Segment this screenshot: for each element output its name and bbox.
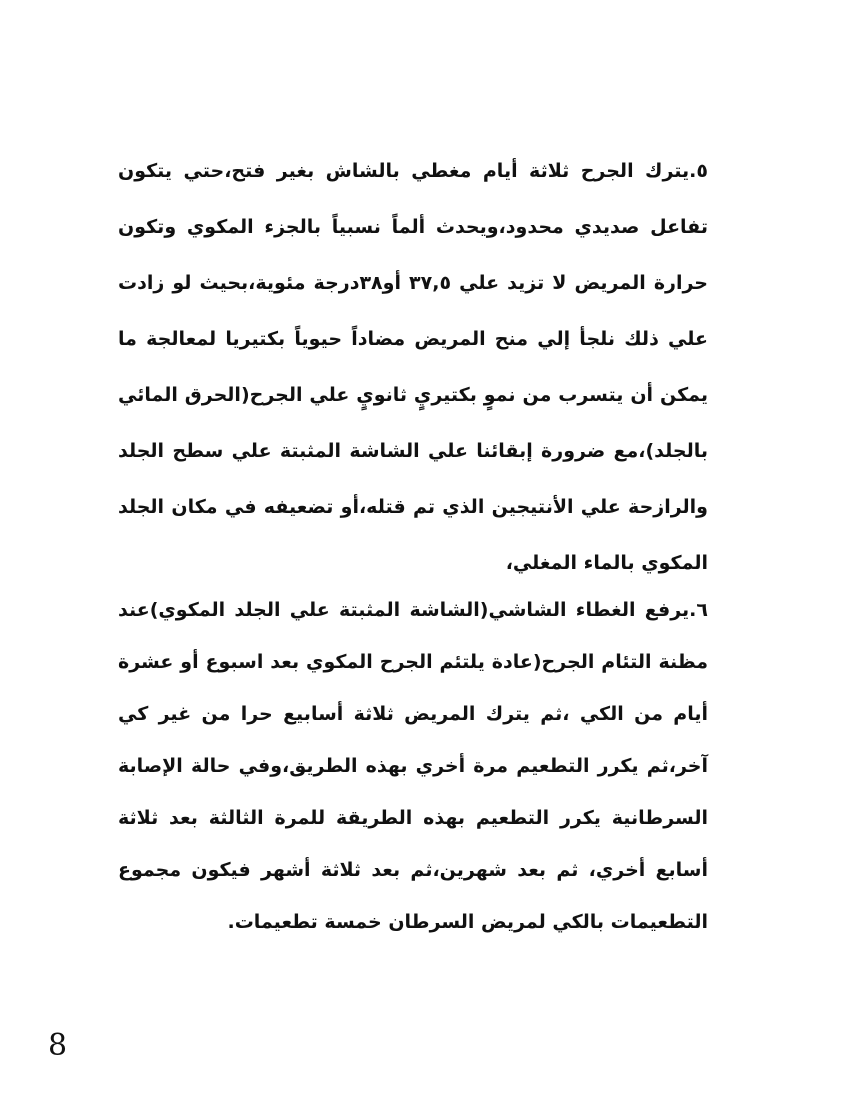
text-line: أسابع أخري، ثم بعد شهرين،ثم بعد ثلاثة أشهر فيكون مجموع bbox=[118, 859, 708, 881]
text-line: السرطانية يكرر التطعيم بهذه الطريقة للمرة الثالثة بعد ثلاثة bbox=[118, 807, 708, 829]
text-line: بالجلد)،مع ضرورة إبقائنا علي الشاشة المثبتة علي سطح الجلد bbox=[118, 440, 708, 462]
text-line: آخر،ثم يكرر التطعيم مرة أخري بهذه الطريق،وفي حالة الإصابة bbox=[118, 755, 708, 777]
paragraph-step-6 bbox=[118, 582, 708, 952]
text-line: أيام من الكي ،ثم يترك المريض ثلاثة أسابيع حرا من غير كي bbox=[118, 703, 708, 725]
text-line: المكوي بالماء المغلي، bbox=[505, 552, 708, 574]
text-line: ٦.يرفع الغطاء الشاشي(الشاشة المثبتة علي الجلد المكوي)عند bbox=[118, 599, 708, 621]
text-line: مظنة التئام الجرح(عادة يلتئم الجرح المكوي بعد اسبوع أو عشرة bbox=[118, 651, 708, 673]
text-line: علي ذلك نلجأ إلي منح المريض مضاداً حيوياً بكتيريا لمعالجة ما bbox=[118, 328, 708, 350]
text-line: والرازحة علي الأنتيجين الذي تم قتله،أو تضعيفه في مكان الجلد bbox=[118, 496, 708, 518]
paragraph-step-5 bbox=[118, 143, 709, 574]
text-line: يمكن أن يتسرب من نموٍ بكتيريٍ ثانويٍ علي الجرح(الحرق المائي bbox=[118, 384, 708, 406]
text-line: التطعيمات بالكي لمريض السرطان خمسة تطعيمات. bbox=[227, 911, 708, 933]
text-line: تفاعل صديدي محدود،ويحدث ألماً نسبياً بالجزء المكوي وتكون bbox=[118, 216, 708, 238]
text-line: حرارة المريض لا تزيد علي ٣٧,٥ أو٣٨درجة مئوية،بحيث لو زادت bbox=[118, 272, 709, 294]
page-number: 8 bbox=[48, 1028, 68, 1063]
text-line: ٥.يترك الجرح ثلاثة أيام مغطي بالشاش بغير فتح،حتي يتكون bbox=[118, 160, 708, 182]
